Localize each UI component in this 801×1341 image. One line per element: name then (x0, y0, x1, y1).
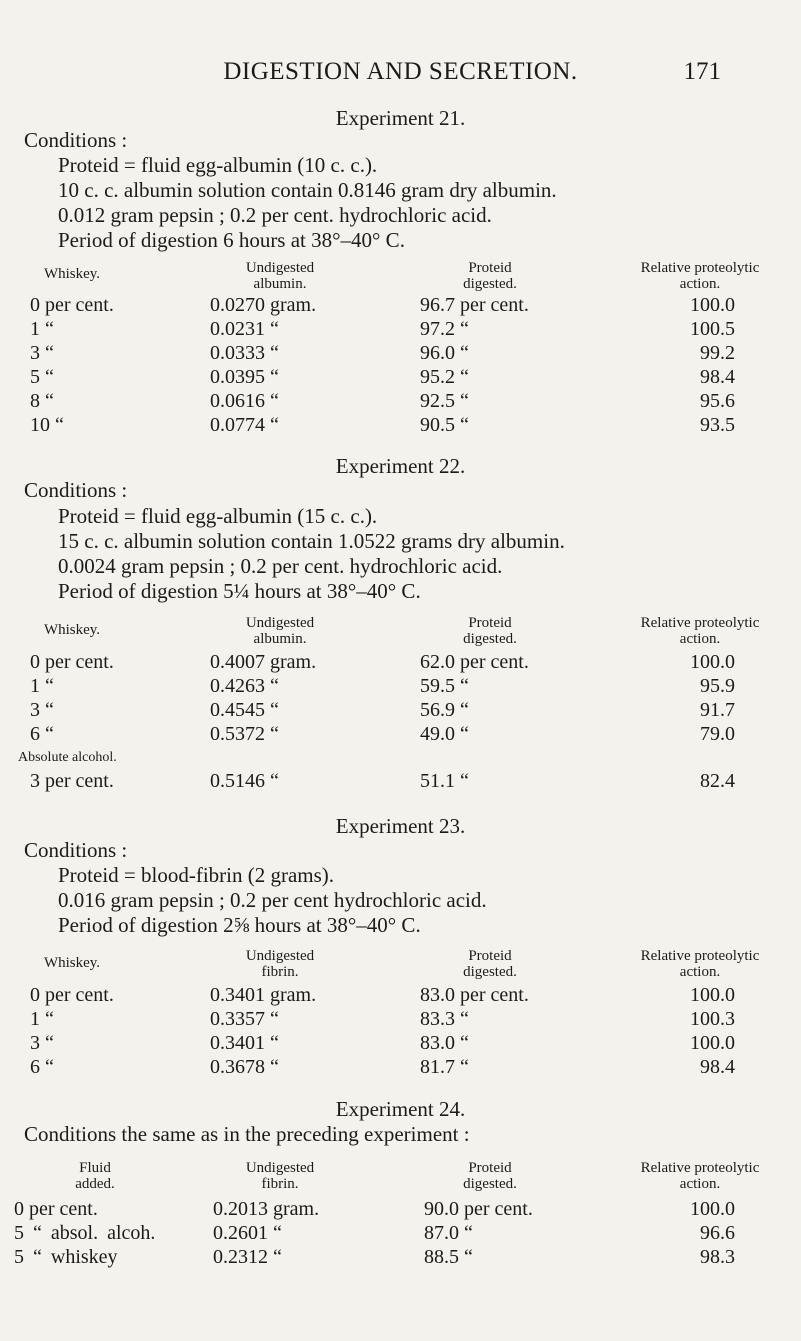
table-cell: 0.3678 “ (210, 1056, 279, 1078)
condition-line: Proteid = fluid egg-albumin (15 c. c.). (58, 504, 378, 528)
condition-line: 15 c. c. albumin solution contain 1.0522 grams dry albumin. (58, 529, 565, 553)
table-cell: 93.5 (700, 414, 735, 436)
table-cell: 0.2013 gram. (213, 1198, 320, 1220)
table-cell: 83.0 “ (420, 1032, 469, 1054)
condition-line: Proteid = blood-fibrin (2 grams). (58, 863, 335, 887)
table-cell: 3 per cent. (30, 770, 114, 792)
table-cell: 98.3 (700, 1246, 735, 1268)
running-header (0, 58, 801, 92)
table-cell: 95.2 “ (420, 366, 469, 388)
experiment-title: Experiment 23. (335, 814, 466, 838)
conditions-label: Conditions : (24, 128, 128, 152)
table-cell: 6 “ (30, 723, 54, 745)
table-cell: 0.4545 “ (210, 699, 279, 721)
table-cell: 5 “ whiskey (14, 1246, 118, 1268)
table-cell: 3 “ (30, 1032, 54, 1054)
table-cell: 10 “ (30, 414, 64, 436)
experiment-title: Experiment 22. (335, 454, 466, 478)
table-cell: 95.9 (700, 675, 735, 697)
table-cell: 0.0231 “ (210, 318, 279, 340)
table-cell: 100.5 (690, 318, 735, 340)
column-header: Undigested fibrin. (245, 948, 315, 980)
condition-line: 0.016 gram pepsin ; 0.2 per cent hydrochloric acid. (58, 888, 487, 912)
column-header: Whiskey. (43, 622, 101, 638)
condition-line: 0.012 gram pepsin ; 0.2 per cent. hydrochloric acid. (58, 203, 492, 227)
condition-line: Period of digestion 6 hours at 38°–40° C. (58, 228, 405, 252)
column-header: Relative proteolytic action. (640, 1160, 760, 1192)
conditions-label: Conditions : (24, 838, 128, 862)
column-header: Proteid digested. (463, 615, 517, 647)
table-cell: 62.0 per cent. (420, 651, 529, 673)
table-cell: 0.5146 “ (210, 770, 279, 792)
table-cell: 95.6 (700, 390, 735, 412)
column-header: Relative proteolytic action. (640, 948, 760, 980)
column-header: Undigested fibrin. (245, 1160, 315, 1192)
table-cell: 0.4007 gram. (210, 651, 317, 673)
column-header: Proteid digested. (463, 260, 517, 292)
running-title: DIGESTION AND SECRETION. (223, 58, 578, 85)
column-header: Fluid added. (75, 1160, 115, 1192)
table-cell: 1 “ (30, 675, 54, 697)
table-cell: 91.7 (700, 699, 735, 721)
table-cell: 49.0 “ (420, 723, 469, 745)
column-header: Whiskey. (43, 266, 101, 282)
table-cell: 0.0270 gram. (210, 294, 317, 316)
condition-line: 0.0024 gram pepsin ; 0.2 per cent. hydrochloric acid. (58, 554, 503, 578)
table-cell: 82.4 (700, 770, 735, 792)
column-header: Undigested albumin. (245, 615, 315, 647)
table-cell: 5 “ (30, 366, 54, 388)
table-cell: 1 “ (30, 1008, 54, 1030)
table-cell: 0.0774 “ (210, 414, 279, 436)
table-cell: 96.7 per cent. (420, 294, 529, 316)
table-cell: 100.0 (690, 1032, 735, 1054)
table-cell: 3 “ (30, 342, 54, 364)
table-cell: 100.0 (690, 651, 735, 673)
table-cell: 90.0 per cent. (424, 1198, 533, 1220)
column-header: Whiskey. (43, 955, 101, 971)
table-cell: 0.0395 “ (210, 366, 279, 388)
condition-line: Proteid = fluid egg-albumin (10 c. c.). (58, 153, 378, 177)
table-cell: 0 per cent. (30, 294, 114, 316)
table-cell: 0.0333 “ (210, 342, 279, 364)
condition-line: 10 c. c. albumin solution contain 0.8146 gram dry albumin. (58, 178, 557, 202)
column-header: Proteid digested. (463, 1160, 517, 1192)
table-cell: 59.5 “ (420, 675, 469, 697)
table-cell: 0.0616 “ (210, 390, 279, 412)
table-cell: 92.5 “ (420, 390, 469, 412)
table-cell: 3 “ (30, 699, 54, 721)
table-cell: 0.2312 “ (213, 1246, 282, 1268)
table-cell: 98.4 (700, 366, 735, 388)
table-cell: 0.5372 “ (210, 723, 279, 745)
column-header: Relative proteolytic action. (640, 615, 760, 647)
conditions-line: Conditions the same as in the preceding experiment : (24, 1122, 470, 1146)
table-cell: 96.6 (700, 1222, 735, 1244)
table-cell: 100.0 (690, 294, 735, 316)
table-cell: 96.0 “ (420, 342, 469, 364)
table-cell: 100.0 (690, 1198, 735, 1220)
column-header: Undigested albumin. (245, 260, 315, 292)
table-cell: 0 per cent. (30, 651, 114, 673)
table-cell: 0.3401 “ (210, 1032, 279, 1054)
experiment-title: Experiment 24. (335, 1097, 466, 1121)
table-cell: 6 “ (30, 1056, 54, 1078)
table-cell: 0.3401 gram. (210, 984, 317, 1006)
column-header: Proteid digested. (463, 948, 517, 980)
experiment-title: Experiment 21. (335, 106, 466, 130)
table-cell: 0.3357 “ (210, 1008, 279, 1030)
condition-line: Period of digestion 2⅝ hours at 38°–40° C. (58, 913, 421, 937)
table-cell: 88.5 “ (424, 1246, 473, 1268)
table-cell: 1 “ (30, 318, 54, 340)
table-cell: 98.4 (700, 1056, 735, 1078)
table-cell: 79.0 (700, 723, 735, 745)
table-cell: 100.3 (690, 1008, 735, 1030)
table-cell: 99.2 (700, 342, 735, 364)
table-cell: 5 “ absol. alcoh. (14, 1222, 156, 1244)
table-cell: 56.9 “ (420, 699, 469, 721)
table-cell: 87.0 “ (424, 1222, 473, 1244)
table-cell: 100.0 (690, 984, 735, 1006)
table-cell: 83.3 “ (420, 1008, 469, 1030)
condition-line: Period of digestion 5¼ hours at 38°–40° C. (58, 579, 421, 603)
table-cell: 0 per cent. (14, 1198, 98, 1220)
table-cell: 8 “ (30, 390, 54, 412)
table-cell: 81.7 “ (420, 1056, 469, 1078)
table-cell: 97.2 “ (420, 318, 469, 340)
table-cell: 90.5 “ (420, 414, 469, 436)
column-header: Relative proteolytic action. (640, 260, 760, 292)
subheading: Absolute alcohol. (18, 750, 117, 765)
table-cell: 0.4263 “ (210, 675, 279, 697)
table-cell: 83.0 per cent. (420, 984, 529, 1006)
table-cell: 0.2601 “ (213, 1222, 282, 1244)
table-cell: 51.1 “ (420, 770, 469, 792)
conditions-label: Conditions : (24, 478, 128, 502)
page-number: 171 (683, 58, 721, 85)
table-cell: 0 per cent. (30, 984, 114, 1006)
